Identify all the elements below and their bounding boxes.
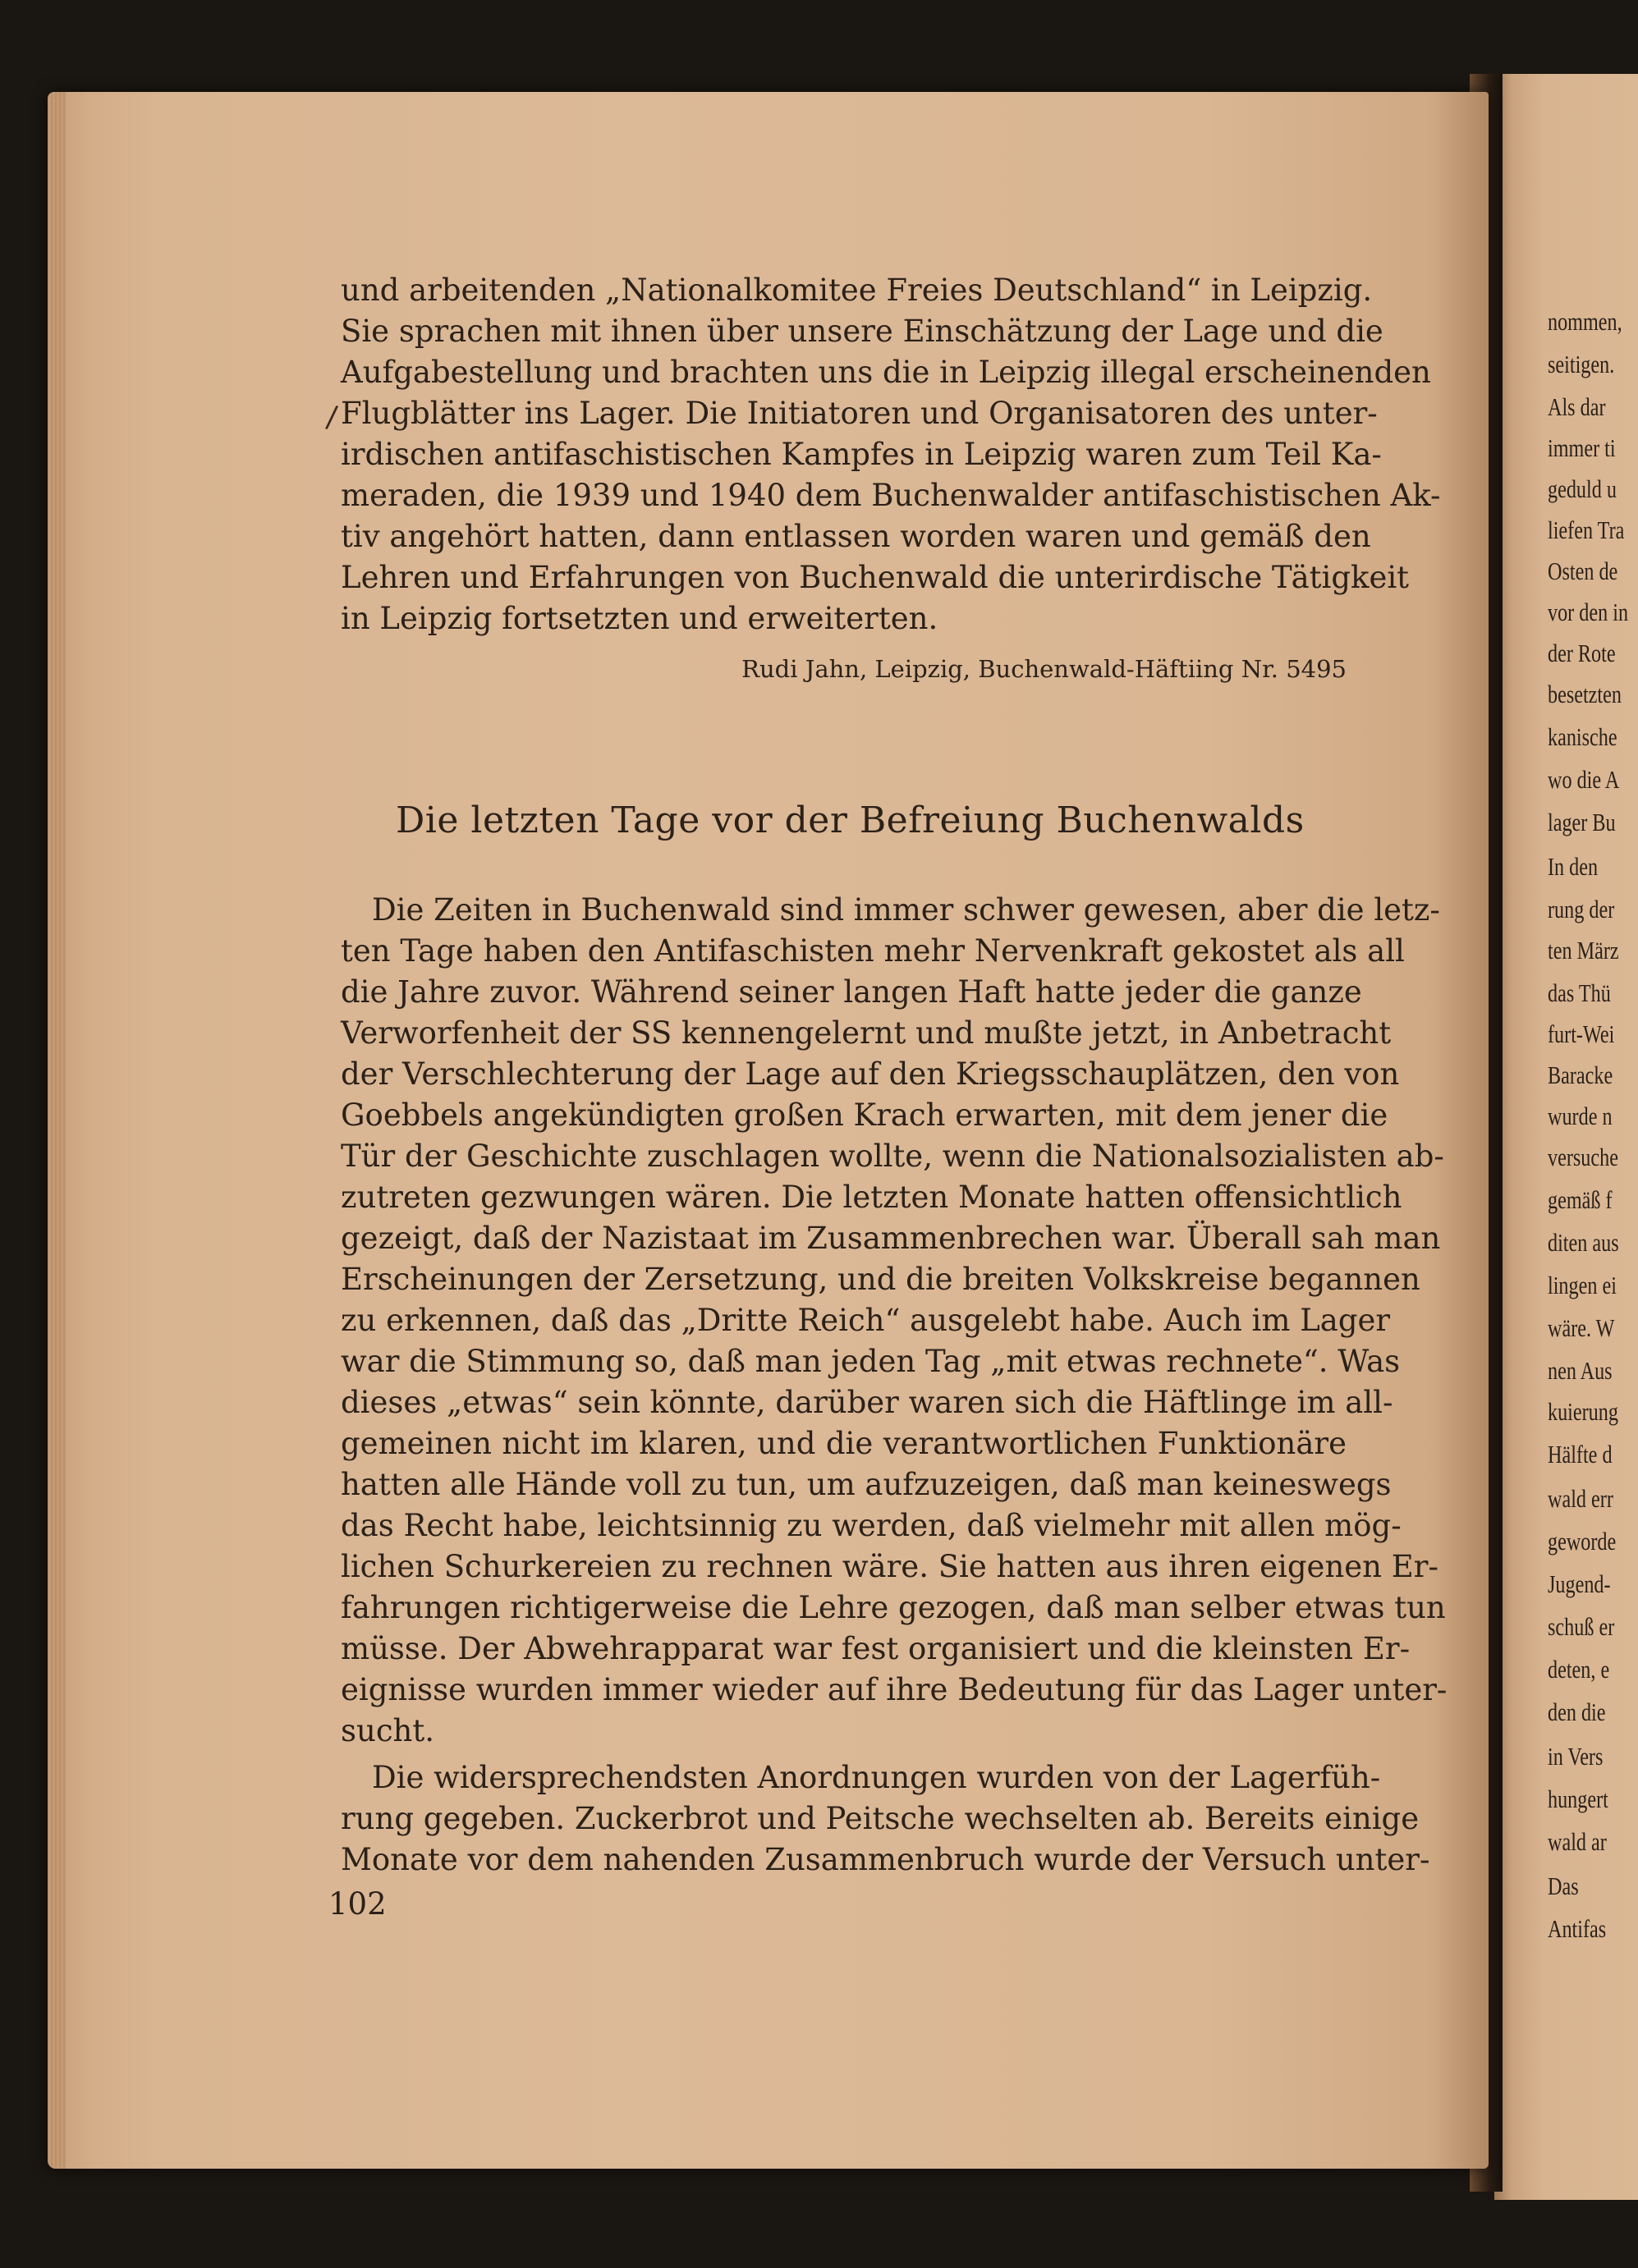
text-line: und arbeitenden „Nationalkomitee Freies Deutschland“ in Leipzig. xyxy=(341,273,1373,308)
text-line: zu erkennen, daß das „Dritte Reich“ ausgelebt habe. Auch im Lager xyxy=(341,1303,1391,1338)
right-text-line: Baracke xyxy=(1548,1061,1613,1089)
right-text-line: der Rote xyxy=(1548,639,1616,667)
right-text-line: wald err xyxy=(1548,1484,1613,1513)
right-text-line: wo die A xyxy=(1548,765,1620,794)
text-line: Sie sprachen mit ihnen über unsere Einschätzung der Lage und die xyxy=(341,314,1383,349)
text-line: Lehren und Erfahrungen von Buchenwald die unterirdische Tätigkeit xyxy=(341,560,1410,595)
text-line: Tür der Geschichte zuschlagen wollte, wenn die Nationalsozialisten ab- xyxy=(341,1139,1444,1174)
right-text-line: wald ar xyxy=(1548,1827,1607,1856)
right-text-line: rung der xyxy=(1548,895,1615,923)
text-line: in Leipzig fortsetzten und erweiterten. xyxy=(341,601,938,636)
text-line: müsse. Der Abwehrapparat war fest organisiert und die kleinsten Er- xyxy=(341,1631,1411,1666)
text-line: Die widersprechendsten Anordnungen wurden von der Lagerfüh- xyxy=(372,1760,1381,1795)
text-line: Flugblätter ins Lager. Die Initiatoren und Organisatoren des unter- xyxy=(341,396,1378,431)
right-text-line: wäre. W xyxy=(1548,1313,1615,1342)
text-line: rung gegeben. Zuckerbrot und Peitsche wechselten ab. Bereits einige xyxy=(341,1801,1420,1836)
right-text-line: nommen, xyxy=(1548,307,1622,336)
right-text-line: Als dar xyxy=(1548,392,1606,421)
right-text-line: versuche xyxy=(1548,1143,1618,1171)
text-line: hatten alle Hände voll zu tun, um aufzuzeigen, daß man keineswegs xyxy=(341,1467,1392,1502)
text-line: gemeinen nicht im klaren, und die verantwortlichen Funktionäre xyxy=(341,1426,1347,1461)
text-line: Monate vor dem nahenden Zusammenbruch wurde der Versuch unter- xyxy=(341,1842,1430,1877)
text-line: Aufgabestellung und brachten uns die in Leipzig illegal erscheinenden xyxy=(341,355,1431,390)
text-line: das Recht habe, leichtsinnig zu werden, daß vielmehr mit allen mög- xyxy=(341,1508,1402,1543)
text-line: ten Tage haben den Antifaschisten mehr Nervenkraft gekostet als all xyxy=(341,933,1405,969)
right-text-line: vor den in xyxy=(1548,598,1629,626)
right-text-line: in Vers xyxy=(1548,1742,1604,1771)
right-text-line: den die xyxy=(1548,1698,1606,1726)
right-text-line: diten aus xyxy=(1548,1228,1619,1257)
text-line: zutreten gezwungen wären. Die letzten Monate hatten offensichtlich xyxy=(341,1180,1402,1215)
text-line: die Jahre zuvor. Während seiner langen Haft hatte jeder die ganze xyxy=(341,974,1362,1010)
text-line: dieses „etwas“ sein könnte, darüber waren sich die Häftlinge im all- xyxy=(341,1385,1393,1420)
right-text-line: wurde n xyxy=(1548,1102,1613,1130)
right-text-line: Das xyxy=(1548,1872,1579,1900)
right-text-line: Osten de xyxy=(1548,557,1618,585)
text-line: tiv angehört hatten, dann entlassen worden waren und gemäß den xyxy=(341,519,1371,554)
section-heading: Die letzten Tage vor der Befreiung Buchenwalds xyxy=(396,800,1305,841)
page-number: 102 xyxy=(328,1886,387,1922)
page-edge xyxy=(48,92,66,2169)
right-text-line: In den xyxy=(1548,852,1599,881)
text-line: lichen Schurkereien zu rechnen wäre. Sie hatten aus ihren eigenen Er- xyxy=(341,1549,1438,1584)
right-text-line: besetzten xyxy=(1548,680,1622,708)
right-text-line: lager Bu xyxy=(1548,808,1616,836)
right-text-line: immer ti xyxy=(1548,433,1616,462)
right-text-line: kuierung xyxy=(1548,1397,1618,1426)
text-line: sucht. xyxy=(341,1713,434,1748)
right-text-line: seitigen. xyxy=(1548,350,1615,378)
right-text-line: gemäß f xyxy=(1548,1185,1613,1214)
text-line: Erscheinungen der Zersetzung, und die breiten Volkskreise begannen xyxy=(341,1262,1420,1297)
right-text-line: nen Aus xyxy=(1548,1356,1613,1385)
margin-mark: / xyxy=(324,400,339,435)
right-text-line: furt-Wei xyxy=(1548,1019,1615,1048)
right-text-line: geworde xyxy=(1548,1527,1617,1556)
right-text-line: schuß er xyxy=(1548,1612,1615,1641)
right-text-line: geduld u xyxy=(1548,474,1617,503)
text-line: Goebbels angekündigten großen Krach erwarten, mit dem jener die xyxy=(341,1097,1388,1133)
right-text-line: ten März xyxy=(1548,936,1619,964)
right-text-line: lingen ei xyxy=(1548,1271,1617,1299)
text-line: Die Zeiten in Buchenwald sind immer schwer gewesen, aber die letz- xyxy=(372,892,1440,928)
right-text-line: das Thü xyxy=(1548,978,1611,1007)
text-line: der Verschlechterung der Lage auf den Kriegsschauplätzen, den von xyxy=(341,1056,1400,1092)
right-text-line: Antifas xyxy=(1548,1914,1607,1943)
text-line: war die Stimmung so, daß man jeden Tag „mit etwas rechnete“. Was xyxy=(341,1344,1401,1379)
right-page-text xyxy=(1548,0,1638,2268)
text-line: Verworfenheit der SS kennengelernt und mußte jetzt, in Anbetracht xyxy=(341,1015,1392,1051)
text-line: gezeigt, daß der Nazistaat im Zusammenbrechen war. Überall sah man xyxy=(341,1221,1441,1256)
signature: Rudi Jahn, Leipzig, Buchenwald-Häftiing Nr. 5495 xyxy=(741,655,1347,683)
text-line: irdischen antifaschistischen Kampfes in Leipzig waren zum Teil Ka- xyxy=(341,437,1382,472)
text-line: meraden, die 1939 und 1940 dem Buchenwalder antifaschistischen Ak- xyxy=(341,478,1441,513)
text-line: eignisse wurden immer wieder auf ihre Bedeutung für das Lager unter- xyxy=(341,1672,1448,1707)
right-text-line: liefen Tra xyxy=(1548,515,1625,544)
right-text-line: hungert xyxy=(1548,1785,1608,1813)
right-text-line: deten, e xyxy=(1548,1655,1610,1684)
right-text-line: Hälfte d xyxy=(1548,1440,1613,1468)
text-line: fahrungen richtigerweise die Lehre gezogen, daß man selber etwas tun xyxy=(341,1590,1446,1625)
right-text-line: kanische xyxy=(1548,722,1617,751)
right-text-line: Jugend- xyxy=(1548,1569,1611,1598)
